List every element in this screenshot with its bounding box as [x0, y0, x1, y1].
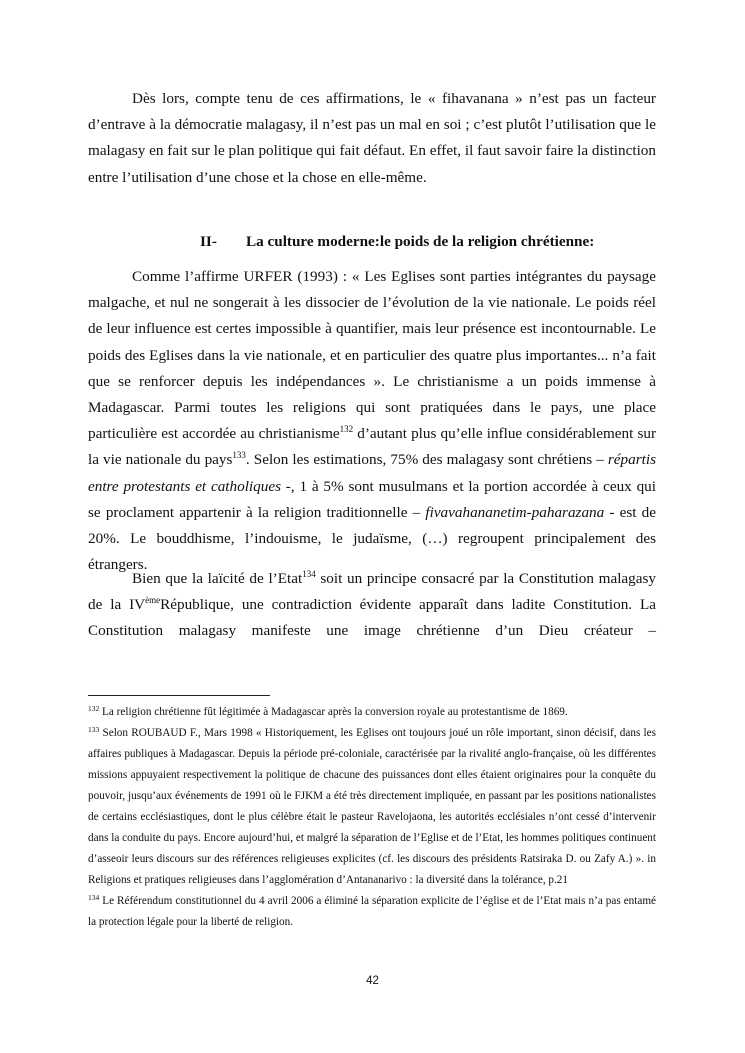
footnote-ref-134: 134	[302, 569, 316, 579]
paragraph-religion	[88, 264, 656, 578]
footnotes	[88, 702, 656, 933]
text-run: Bien que la laïcité de l’Etat	[132, 570, 303, 587]
paragraph-text: Dès lors, compte tenu de ces affirmations, le « fihavanana » n’est pas un facteur d’entrave à la démocratie malagasy, il n’est pas un mal en soi ; c’est plutôt l’utilisation que le malagasy en fait sur le plan politique qui fait défaut. En effet, il faut savoir faire la distinction entre l’utilisation d’une chose et la chose en elle-même.	[88, 90, 656, 186]
paragraph-laicite	[88, 566, 656, 645]
italic-run: répartis entre protestants et catholiques	[88, 451, 656, 495]
footnote-134	[88, 891, 656, 933]
text-run: - est de 20%. Le bouddhisme, l’indouisme, le judaïsme, (…) regroupent principalement des étrangers.	[88, 503, 657, 574]
footnote-ref-132: 132	[339, 424, 354, 435]
text-run: d’autant plus qu’elle influe considérablement sur la vie nationale du pays	[88, 425, 657, 469]
paragraph-fihavanana	[88, 86, 656, 191]
text-run: Comme l’affirme URFER (1993) : « Les Eglises sont parties intégrantes du paysage malgache, et nul ne songerait à les dissocier de l’évolution de la vie nationale. Le poids réel de leur influence est certes impossible à quantifier, mais leur présence est incontournable. Le poids des Eglises dans la vie nationale, et en particulier des quatre plus importantes... n’a fait que se renforcer depuis les indépendances ». Le christianisme a un poids immense à Madagascar. Parmi toutes les religions qui sont pratiquées dans le pays, une place particulière est accordée au christianisme	[88, 268, 656, 443]
text-run: République, une contradiction évidente apparaît dans ladite Constitution. La Constitution malagasy manifeste une image chrétienne d’un Dieu créateur –	[88, 596, 657, 640]
footnote-number: 133	[88, 725, 100, 734]
section-title: La culture moderne:le poids de la religion chrétienne:	[246, 233, 595, 250]
footnote-text: Selon ROUBAUD F., Mars 1998 « Historiquement, les Eglises ont toujours joué un rôle important, sinon décisif, dans les affaires publiques à Madagascar. Depuis la période pré-coloniale, caractérisée par la rivalité anglo-française, où les différentes missions appuyaient respectivement la politique de chacune des puissances dont elles étaient originaires pour la conquête du pouvoir, jusqu’aux événements de 1991 où le FJKM a été très directement impliquée, en passant par les positions nationalistes de certains ecclésiastiques, dont le plus célèbre était le pasteur Ravelojaona, les autorités ecclésiales n’ont cessé d’intervenir dans la conduite du pays. Encore aujourd’hui, et malgré la séparation de l’Eglise et de l’Etat, les hommes politiques continuent d’asseoir leurs discours sur des références religieuses explicites (cf. les discours des présidents Ratsiraka D. ou Zafy A.) ». in Religions et pratiques religieuses dans l’agglomération d’Antananarivo : la diversité dans la tolérance, p.21	[88, 727, 656, 886]
italic-run: fivavahananetim-paharazana	[425, 503, 605, 521]
text-run: soit un principe consacré par la Constitution malagasy de la IV	[88, 570, 657, 614]
footnote-ref-133: 133	[232, 450, 246, 461]
footnote-number: 134	[88, 893, 100, 902]
text-run: . Selon les estimations, 75% des malagasy sont chrétiens –	[245, 451, 608, 469]
footnote-133	[88, 723, 656, 891]
footnote-text: Le Référendum constitutionnel du 4 avril 2006 a éliminé la séparation explicite de l’église et de l’Etat mais n’a pas entamé la protection légale pour la liberté de religion.	[88, 895, 656, 928]
footnote-separator	[88, 695, 270, 696]
section-heading	[200, 233, 594, 251]
footnote-text: La religion chrétienne fût légitimée à Madagascar après la conversion royale au protestantisme de 1869.	[99, 706, 568, 718]
section-number: II-	[200, 233, 217, 250]
superscript-eme: ème	[145, 595, 161, 606]
footnote-132	[88, 702, 656, 723]
text-run: -, 1 à 5% sont musulmans et la portion accordée à ceux qui se proclament appartenir à la religion traditionnelle –	[88, 477, 656, 521]
paragraph-text	[88, 264, 656, 578]
footnote-number: 132	[88, 704, 100, 713]
paragraph-text	[88, 566, 656, 645]
page-number: 42	[366, 975, 379, 987]
